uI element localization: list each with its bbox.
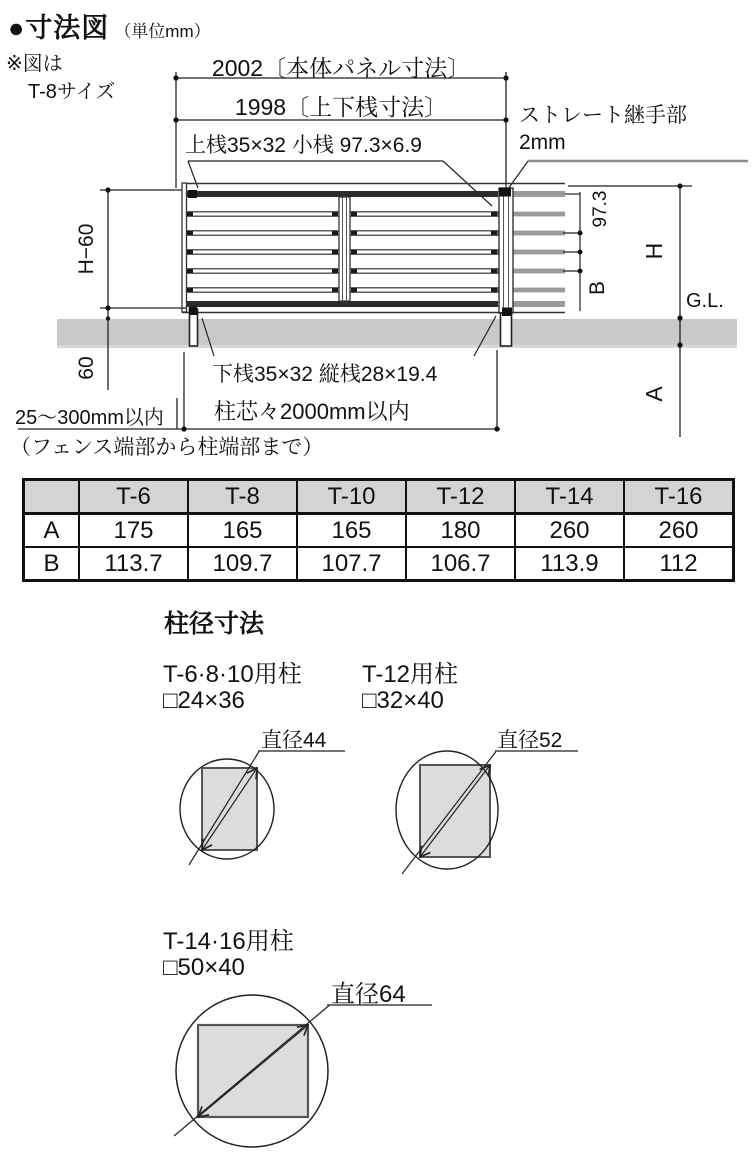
post2-diameter-label: 直径52 [497,729,563,752]
table-header-t12: T-12 [406,480,515,514]
post3-diameter-label: 直径64 [331,981,406,1008]
post1-diameter-label: 直径44 [261,729,327,752]
bottom-rails-label: 下桟35×32 縦桟28×19.4 [212,363,438,386]
cell-b-t14: 113.9 [515,547,624,581]
pitch-dimension [563,192,580,311]
post1-drawing [180,751,345,865]
post-diameter-art [0,600,752,1163]
cell-a-t8: 165 [188,514,297,548]
dim-rail-label: 1998〔上下桟寸法〕 [234,94,448,120]
bottom-rail [182,301,498,307]
slat-continuation [513,212,565,293]
middle-vertical-rail [339,197,350,301]
table-row-b [24,547,734,581]
left-dimension [100,190,186,390]
page-title-unit: （単位mm） [114,22,211,41]
dim-60-label: 60 [75,356,98,380]
cell-b-t6: 113.7 [79,547,188,581]
table-header-t16: T-16 [624,480,734,514]
fence-edge-note: （フェンス端部から柱端部まで） [10,436,324,459]
cell-b-t10: 107.7 [297,547,406,581]
post3-size: □50×40 [163,954,245,981]
post3-drawing [174,995,432,1147]
offset-dim-label: 25〜300mm以内 [15,407,164,429]
page-title-row [8,6,211,45]
note-line1: ※図は [6,53,63,75]
table-header-row [24,480,734,514]
table-row-a [24,514,734,548]
joint-leader [508,161,748,189]
table-corner-cell [24,480,80,514]
cell-a-t14: 260 [515,514,624,548]
joint-label-line2: 2mm [519,131,566,154]
post1-size: □24×36 [163,687,245,714]
cell-b-t12: 106.7 [406,547,515,581]
right-post [501,313,512,346]
dim-h-label: H [641,242,667,260]
page-title: ●寸法図 [8,13,110,43]
joint-label-line1: ストレート継手部 [519,104,687,127]
row-label-a: A [24,514,80,548]
cell-a-t16: 260 [624,514,734,548]
row-label-b: B [24,547,80,581]
ground-band [57,319,737,347]
size-table [22,478,735,582]
top-rail [182,191,498,197]
post2-title: T-12用柱 [362,661,459,688]
cell-a-t10: 165 [297,514,406,548]
post1-title: T-6·8·10用柱 [163,661,302,688]
cell-a-t6: 175 [79,514,188,548]
post2-size: □32×40 [362,687,444,714]
height-dimension [568,186,692,437]
top-rails-label: 上桟35×32 小桟 97.3×6.9 [185,134,422,157]
post-section-heading: 柱径寸法 [164,610,265,638]
dim-b-label: B [586,281,609,296]
gl-label: G.L. [686,290,724,312]
cell-b-t16: 112 [624,547,734,581]
table-header-t8: T-8 [188,480,297,514]
left-frame [182,183,187,312]
post2-drawing [396,751,578,874]
dim-h-minus-60-label: H−60 [75,223,98,275]
dim-panel-label: 2002〔本体パネル寸法〕 [211,55,471,81]
dim-a-label: A [641,386,667,402]
dim-97-3-label: 97.3 [590,190,611,228]
table-header-t6: T-6 [79,480,188,514]
table-header-t10: T-10 [297,480,406,514]
note-line2: T-8サイズ [28,81,116,103]
post-pitch-label: 柱芯々2000mm以内 [214,399,410,424]
cell-b-t8: 109.7 [188,547,297,581]
post3-title: T-14·16用柱 [163,928,294,955]
table-header-t14: T-14 [515,480,624,514]
joint-vertical-rail [499,188,513,313]
cell-a-t12: 180 [406,514,515,548]
